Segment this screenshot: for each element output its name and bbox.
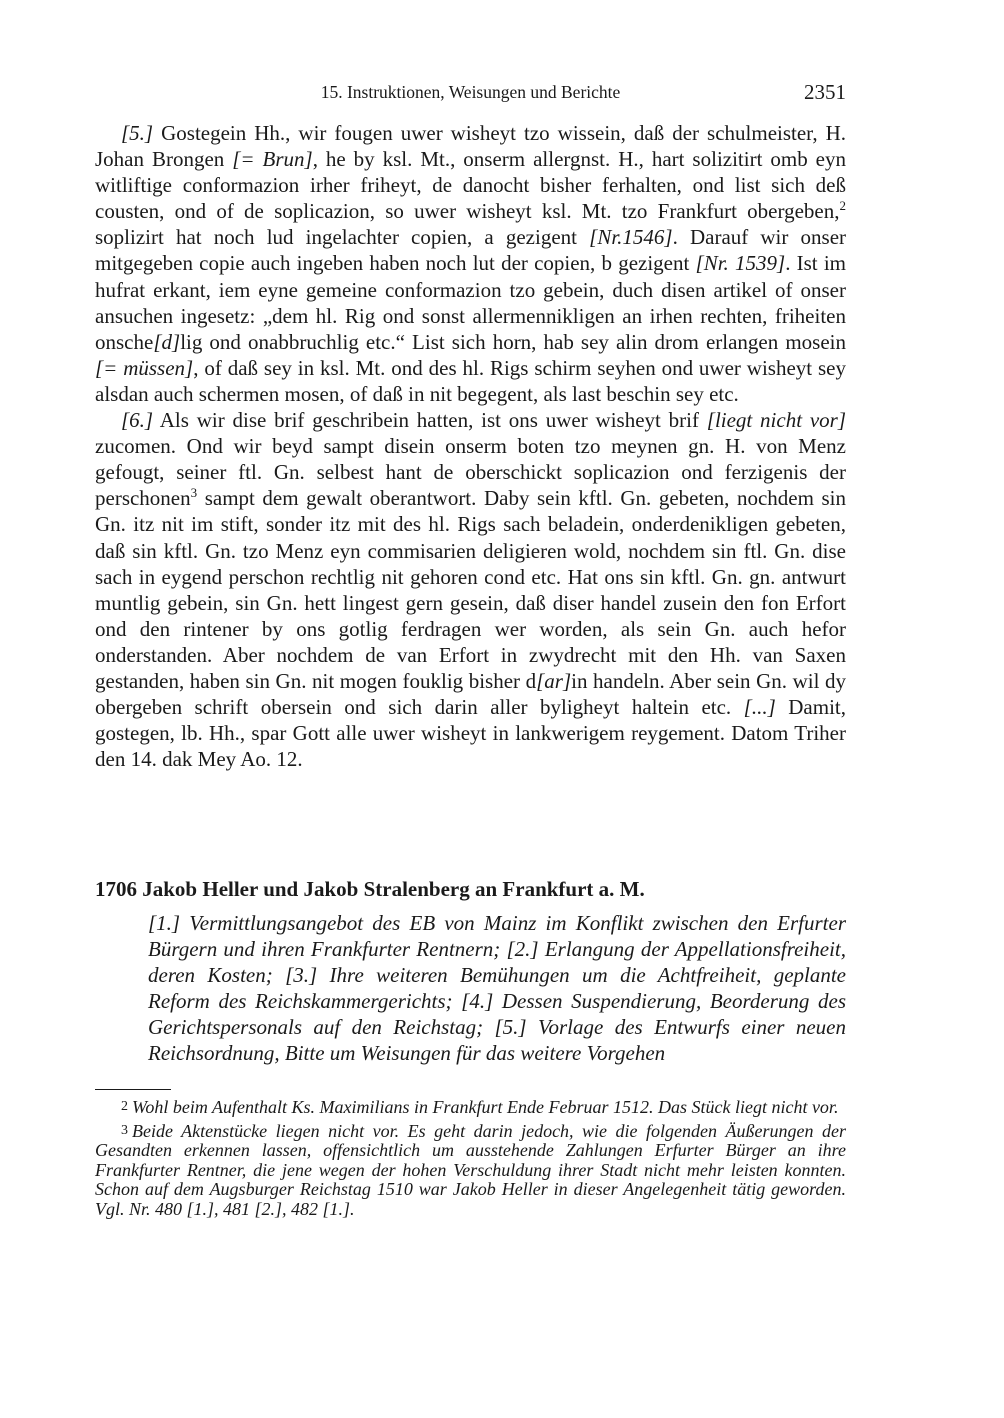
footnotes bbox=[95, 1097, 846, 1223]
text-run: . Darauf wir onser mitgegeben copie auch ingeben haben noch lut der copien, b gezigent bbox=[95, 225, 847, 276]
text-run: Damit, gostegen, lb. Hh., spar Gott alle uwer wisheyt in lankwerigem reygement. Datom Triher den 14. dak Mey Ao. 12. bbox=[95, 695, 847, 772]
footnote-ref-2[interactable]: 2 bbox=[839, 198, 846, 214]
text-run: in handeln. Aber sein Gn. wil dy obergeben schrift obersein ond sich darin aller byligheyt haltein etc. bbox=[95, 668, 846, 720]
footnote-divider bbox=[95, 1089, 171, 1090]
footnote-3 bbox=[95, 1121, 846, 1220]
text-run: zucomen. Ond wir beyd sampt disein onserm boten tzo meynen gn. H. von Menz gefougt, seiner ftl. Gn. selbest hant de oberschickt soplicazion ond ferzigenis der perschonen bbox=[95, 434, 846, 511]
footnote-text: Wohl beim Aufenthalt Ks. Maximilians in Frankfurt Ende Februar 1512. Das Stück liegt nicht vor. bbox=[132, 1097, 839, 1117]
document-heading: 1706 Jakob Heller und Jakob Stralenberg an Frankfurt a. M. bbox=[95, 877, 645, 901]
paragraph-5 bbox=[95, 120, 846, 407]
text-run: lig ond onabbruchlig etc.“ List sich horn, hab sey alin drom erlangen mosein bbox=[180, 329, 846, 354]
footnote-ref-3[interactable]: 3 bbox=[190, 485, 198, 501]
text-run: . Ist im hufrat erkant, iem eyne gemeine conformazion tzo gebein, duch disen artikel of onser ansuchen ingesetz: „dem hl. Rig ond sonst allermennikligen an irhen rechten, friheiten onsche bbox=[95, 251, 846, 354]
page-number: 2351 bbox=[804, 80, 846, 104]
text-run: soplizirt hat noch lud ingelachter copien, a gezigent bbox=[95, 225, 590, 250]
paragraph-label: [6.] bbox=[121, 408, 154, 433]
text-run: , he by ksl. Mt., onserm allergnst. H., hart solizitirt omb eyn witliftige conformazion irher friheyt, de danocht bisher ferhalten, ond list sich deß cousten, ond of de soplicazion, so uwer wisheyt ksl. Mt. tzo Frankfurt obergeben, bbox=[95, 147, 846, 224]
editorial-note: [...] bbox=[743, 695, 776, 720]
text-run: Als wir dise brif geschribein hatten, ist ons uwer wisheyt brif bbox=[153, 408, 707, 433]
running-head: 15. Instruktionen, Weisungen und Berichte bbox=[320, 82, 621, 102]
footnote-number: 2 bbox=[121, 1099, 128, 1114]
paragraph-label: [5.] bbox=[121, 121, 154, 145]
document-regest: [1.] Vermittlungsangebot des EB von Mainz im Konflikt zwischen den Erfurter Bürgern und ihren Frankfurter Rentnern; [2.] Erlangung der Appellationsfreiheit, deren Kosten; [3.] Ihre weiteren Bemühungen um die Achtfreiheit, geplante Reform des Reichskammergerichts; [4.] Dessen Suspendierung, Beorderung des Gerichtspersonals auf den Reichstag; [5.] Vorlage des Entwurfs einer neuen Reichsordnung, Bitte um Weisungen für das weitere Vorgehen bbox=[148, 911, 846, 1066]
footnote-number: 3 bbox=[121, 1122, 128, 1138]
editorial-note: [Nr.1546] bbox=[589, 225, 673, 250]
editorial-note: [= müssen] bbox=[95, 355, 194, 380]
editorial-note: [ar] bbox=[536, 668, 572, 693]
text-run: sampt dem gewalt oberantwort. Daby sein kftl. Gn. gebeten, nochdem sin Gn. itz nit im stift, sonder itz mit des hl. Rigs sach beladein, onderdenikligen gebeten, daß sin kftl. Gn. tzo Menz eyn commisarien deligieren wold, nochdem sin ftl. Gn. dise sach in eygend perschon rechtlig nit gehoren cond etc. Hat ons sin kftl. Gn. gn. antwurt muntlig gebein, sin Gn. hett lingest gern gesein, daß diser handel zusein den fon Erfort ond den rintener by ons gotlig ferdragen wer worden, als sein Gn. auch hefor onderstanden. Aber nochdem de van Erfort in zwydrecht mit den Hh. van Saxen gestanden, haben sin Gn. nit mogen fouklig bisher d bbox=[95, 486, 846, 693]
page-header bbox=[95, 80, 846, 110]
editorial-note: [Nr. 1539] bbox=[695, 251, 786, 276]
text-run: , of daß sey in ksl. Mt. ond des hl. Rigs schirm seyhen ond uwer wisheyt sey alsdan auch schermen mosen, of daß in nit begegent, als last beschin sey etc. bbox=[95, 355, 846, 406]
main-text bbox=[95, 120, 846, 772]
footnote-2 bbox=[95, 1097, 846, 1118]
editorial-note: [liegt nicht vor] bbox=[706, 408, 847, 433]
text-run: Gostegein Hh., wir fougen uwer wisheyt tzo wissein, daß der schulmeister, H. Johan Brongen bbox=[95, 121, 846, 172]
paragraph-6 bbox=[95, 407, 846, 772]
editorial-note: [d] bbox=[153, 329, 181, 354]
footnote-text: Beide Aktenstücke liegen nicht vor. Es geht darin jedoch, wie die folgenden Äußerungen der Gesandten erkennen lassen, offensichtlich um ausstehende Zahlungen Erfurter Bürger an ihre Frankfurter Rentner, die jene wegen der hohen Verschuldung ihrer Stadt nicht mehr leisten konnten. Schon auf dem Augsburger Reichstag 1510 war Jakob Heller in dieser Angelegenheit tätig geworden. Vgl. Nr. 480 [1.], 481 [2.], 482 [1.]. bbox=[95, 1120, 846, 1219]
editorial-note: [= Brun] bbox=[232, 147, 313, 172]
